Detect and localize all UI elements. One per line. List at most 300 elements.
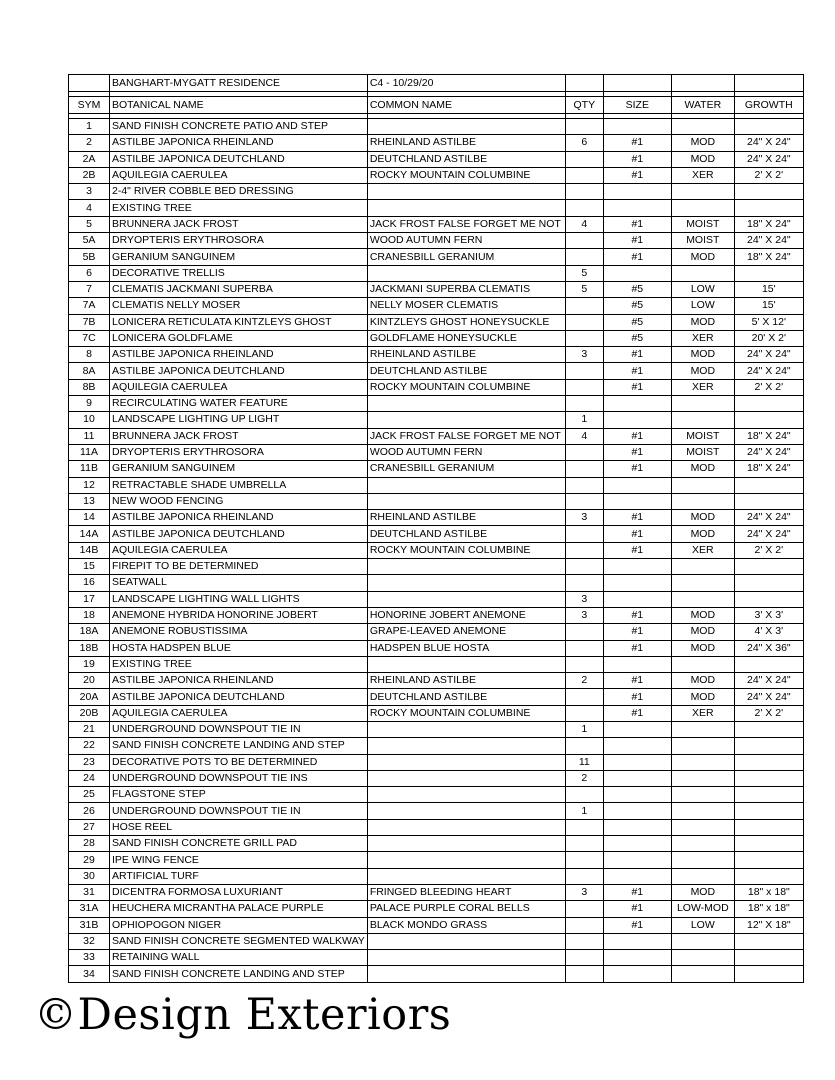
cell-water bbox=[671, 721, 734, 737]
cell-common: CRANESBILL GERANIUM bbox=[367, 249, 565, 265]
cell-growth bbox=[734, 868, 803, 884]
cell-growth: 18" X 24" bbox=[734, 249, 803, 265]
title-sym-cell bbox=[69, 75, 110, 92]
table-row bbox=[69, 803, 804, 819]
cell-sym: 7 bbox=[69, 281, 110, 297]
cell-common: DEUTCHLAND ASTILBE bbox=[367, 526, 565, 542]
cell-sym: 14A bbox=[69, 526, 110, 542]
cell-water bbox=[671, 836, 734, 852]
cell-common bbox=[367, 119, 565, 135]
cell-water bbox=[671, 200, 734, 216]
cell-qty bbox=[565, 689, 603, 705]
cell-qty: 2 bbox=[565, 673, 603, 689]
cell-size: #1 bbox=[603, 428, 671, 444]
cell-growth: 18" X 24" bbox=[734, 216, 803, 232]
cell-qty: 6 bbox=[565, 135, 603, 151]
cell-size bbox=[603, 412, 671, 428]
cell-sym: 13 bbox=[69, 493, 110, 509]
cell-common bbox=[367, 575, 565, 591]
cell-size bbox=[603, 656, 671, 672]
cell-water bbox=[671, 559, 734, 575]
cell-size: #1 bbox=[603, 347, 671, 363]
table-row bbox=[69, 705, 804, 721]
column-header-row bbox=[69, 97, 804, 114]
title-empty-cell bbox=[603, 75, 671, 92]
cell-botanical: LANDSCAPE LIGHTING WALL LIGHTS bbox=[110, 591, 368, 607]
cell-size: #5 bbox=[603, 281, 671, 297]
cell-sym: 31A bbox=[69, 901, 110, 917]
cell-sym: 31 bbox=[69, 884, 110, 900]
cell-botanical: CLEMATIS NELLY MOSER bbox=[110, 298, 368, 314]
cell-botanical: RETRACTABLE SHADE UMBRELLA bbox=[110, 477, 368, 493]
cell-qty bbox=[565, 966, 603, 982]
cell-size: #5 bbox=[603, 314, 671, 330]
cell-common bbox=[367, 933, 565, 949]
cell-common bbox=[367, 868, 565, 884]
table-row bbox=[69, 298, 804, 314]
cell-qty bbox=[565, 917, 603, 933]
cell-growth bbox=[734, 950, 803, 966]
cell-water: MOD bbox=[671, 314, 734, 330]
table-row bbox=[69, 754, 804, 770]
cell-size: #1 bbox=[603, 379, 671, 395]
cell-botanical: DECORATIVE POTS TO BE DETERMINED bbox=[110, 754, 368, 770]
project-title: BANGHART-MYGATT RESIDENCE bbox=[110, 75, 368, 92]
cell-size bbox=[603, 200, 671, 216]
cell-water: MOD bbox=[671, 689, 734, 705]
cell-botanical: BRUNNERA JACK FROST bbox=[110, 216, 368, 232]
cell-common bbox=[367, 265, 565, 281]
table-row bbox=[69, 738, 804, 754]
cell-qty bbox=[565, 852, 603, 868]
cell-common bbox=[367, 721, 565, 737]
cell-botanical: ASTILBE JAPONICA RHEINLAND bbox=[110, 347, 368, 363]
cell-common bbox=[367, 396, 565, 412]
cell-water bbox=[671, 770, 734, 786]
cell-botanical: DECORATIVE TRELLIS bbox=[110, 265, 368, 281]
cell-common bbox=[367, 754, 565, 770]
cell-growth bbox=[734, 477, 803, 493]
cell-common bbox=[367, 966, 565, 982]
cell-sym: 11B bbox=[69, 461, 110, 477]
cell-botanical: DICENTRA FORMOSA LUXURIANT bbox=[110, 884, 368, 900]
cell-common bbox=[367, 852, 565, 868]
table-row bbox=[69, 233, 804, 249]
cell-common: ROCKY MOUNTAIN COLUMBINE bbox=[367, 167, 565, 183]
cell-size: #1 bbox=[603, 640, 671, 656]
cell-common bbox=[367, 477, 565, 493]
cell-common bbox=[367, 787, 565, 803]
cell-sym: 11A bbox=[69, 444, 110, 460]
cell-botanical: HOSE REEL bbox=[110, 819, 368, 835]
cell-common: JACK FROST FALSE FORGET ME NOT bbox=[367, 216, 565, 232]
cell-botanical: ANEMONE HYBRIDA HONORINE JOBERT bbox=[110, 607, 368, 623]
table-row bbox=[69, 721, 804, 737]
table-row bbox=[69, 591, 804, 607]
cell-growth bbox=[734, 754, 803, 770]
cell-growth bbox=[734, 803, 803, 819]
table-row bbox=[69, 656, 804, 672]
cell-common: GOLDFLAME HONEYSUCKLE bbox=[367, 330, 565, 346]
table-row bbox=[69, 314, 804, 330]
cell-common: FRINGED BLEEDING HEART bbox=[367, 884, 565, 900]
table-row bbox=[69, 640, 804, 656]
cell-botanical: LONICERA RETICULATA KINTZLEYS GHOST bbox=[110, 314, 368, 330]
table-row bbox=[69, 787, 804, 803]
cell-growth: 2' X 2' bbox=[734, 542, 803, 558]
cell-common bbox=[367, 412, 565, 428]
cell-botanical: LONICERA GOLDFLAME bbox=[110, 330, 368, 346]
cell-botanical: DRYOPTERIS ERYTHROSORA bbox=[110, 233, 368, 249]
title-empty-cell bbox=[671, 75, 734, 92]
table-row bbox=[69, 379, 804, 395]
cell-growth bbox=[734, 966, 803, 982]
cell-size: #1 bbox=[603, 233, 671, 249]
cell-sym: 15 bbox=[69, 559, 110, 575]
cell-sym: 20A bbox=[69, 689, 110, 705]
cell-growth bbox=[734, 184, 803, 200]
cell-botanical: GERANIUM SANGUINEM bbox=[110, 249, 368, 265]
cell-common bbox=[367, 493, 565, 509]
cell-qty: 3 bbox=[565, 510, 603, 526]
col-header-growth: GROWTH bbox=[734, 97, 803, 114]
col-header-common: COMMON NAME bbox=[367, 97, 565, 114]
cell-size bbox=[603, 787, 671, 803]
cell-botanical: ANEMONE ROBUSTISSIMA bbox=[110, 624, 368, 640]
cell-water: XER bbox=[671, 542, 734, 558]
cell-sym: 9 bbox=[69, 396, 110, 412]
cell-sym: 32 bbox=[69, 933, 110, 949]
cell-water bbox=[671, 933, 734, 949]
table-row bbox=[69, 884, 804, 900]
cell-growth: 18" x 18" bbox=[734, 901, 803, 917]
cell-growth: 24" X 24" bbox=[734, 151, 803, 167]
cell-qty bbox=[565, 656, 603, 672]
cell-water: MOD bbox=[671, 607, 734, 623]
cell-water bbox=[671, 656, 734, 672]
cell-botanical: UNDERGROUND DOWNSPOUT TIE IN bbox=[110, 803, 368, 819]
table-row bbox=[69, 363, 804, 379]
cell-size bbox=[603, 738, 671, 754]
cell-qty bbox=[565, 901, 603, 917]
cell-sym: 31B bbox=[69, 917, 110, 933]
cell-qty bbox=[565, 461, 603, 477]
cell-water: LOW bbox=[671, 281, 734, 297]
cell-sym: 28 bbox=[69, 836, 110, 852]
cell-growth bbox=[734, 933, 803, 949]
cell-size: #1 bbox=[603, 607, 671, 623]
cell-growth bbox=[734, 200, 803, 216]
cell-size bbox=[603, 836, 671, 852]
cell-botanical: ASTILBE JAPONICA DEUTCHLAND bbox=[110, 526, 368, 542]
cell-water bbox=[671, 119, 734, 135]
cell-sym: 33 bbox=[69, 950, 110, 966]
cell-growth bbox=[734, 787, 803, 803]
cell-size: #5 bbox=[603, 330, 671, 346]
table-row bbox=[69, 770, 804, 786]
cell-botanical: IPE WING FENCE bbox=[110, 852, 368, 868]
cell-size bbox=[603, 933, 671, 949]
cell-common: ROCKY MOUNTAIN COLUMBINE bbox=[367, 542, 565, 558]
cell-qty bbox=[565, 184, 603, 200]
table-row bbox=[69, 167, 804, 183]
cell-sym: 30 bbox=[69, 868, 110, 884]
cell-size: #1 bbox=[603, 444, 671, 460]
cell-botanical: AQUILEGIA CAERULEA bbox=[110, 542, 368, 558]
cell-water bbox=[671, 754, 734, 770]
cell-size: #1 bbox=[603, 167, 671, 183]
cell-sym: 20B bbox=[69, 705, 110, 721]
cell-botanical: EXISTING TREE bbox=[110, 656, 368, 672]
cell-sym: 1 bbox=[69, 119, 110, 135]
cell-qty: 1 bbox=[565, 721, 603, 737]
cell-botanical: ASTILBE JAPONICA RHEINLAND bbox=[110, 673, 368, 689]
cell-botanical: SAND FINISH CONCRETE LANDING AND STEP bbox=[110, 738, 368, 754]
cell-size bbox=[603, 770, 671, 786]
cell-size: #1 bbox=[603, 216, 671, 232]
cell-size: #1 bbox=[603, 705, 671, 721]
table-row bbox=[69, 689, 804, 705]
table-row bbox=[69, 836, 804, 852]
cell-growth bbox=[734, 493, 803, 509]
cell-water: MOD bbox=[671, 151, 734, 167]
cell-sym: 6 bbox=[69, 265, 110, 281]
cell-common: DEUTCHLAND ASTILBE bbox=[367, 363, 565, 379]
cell-growth: 24" X 24" bbox=[734, 673, 803, 689]
cell-growth bbox=[734, 656, 803, 672]
cell-common bbox=[367, 819, 565, 835]
cell-sym: 2A bbox=[69, 151, 110, 167]
cell-sym: 20 bbox=[69, 673, 110, 689]
cell-sym: 7B bbox=[69, 314, 110, 330]
cell-water bbox=[671, 184, 734, 200]
cell-botanical: OPHIOPOGON NIGER bbox=[110, 917, 368, 933]
cell-botanical: AQUILEGIA CAERULEA bbox=[110, 167, 368, 183]
cell-water: XER bbox=[671, 330, 734, 346]
cell-water bbox=[671, 396, 734, 412]
cell-qty: 4 bbox=[565, 428, 603, 444]
cell-size bbox=[603, 559, 671, 575]
cell-common: RHEINLAND ASTILBE bbox=[367, 673, 565, 689]
cell-common: CRANESBILL GERANIUM bbox=[367, 461, 565, 477]
cell-water: MOD bbox=[671, 624, 734, 640]
table-row bbox=[69, 868, 804, 884]
cell-common: RHEINLAND ASTILBE bbox=[367, 135, 565, 151]
title-row bbox=[69, 75, 804, 92]
cell-growth: 24" X 24" bbox=[734, 135, 803, 151]
cell-botanical: SAND FINISH CONCRETE GRILL PAD bbox=[110, 836, 368, 852]
cell-size: #1 bbox=[603, 461, 671, 477]
cell-size bbox=[603, 950, 671, 966]
table-row bbox=[69, 901, 804, 917]
title-empty-cell bbox=[565, 75, 603, 92]
cell-size: #1 bbox=[603, 249, 671, 265]
cell-size: #1 bbox=[603, 526, 671, 542]
cell-sym: 23 bbox=[69, 754, 110, 770]
cell-sym: 8 bbox=[69, 347, 110, 363]
cell-qty bbox=[565, 298, 603, 314]
table-row bbox=[69, 673, 804, 689]
table-row bbox=[69, 852, 804, 868]
cell-size: #5 bbox=[603, 298, 671, 314]
table-row bbox=[69, 444, 804, 460]
table-row bbox=[69, 119, 804, 135]
cell-growth: 15' bbox=[734, 281, 803, 297]
cell-qty bbox=[565, 933, 603, 949]
cell-size: #1 bbox=[603, 542, 671, 558]
cell-growth bbox=[734, 575, 803, 591]
cell-growth: 24" X 24" bbox=[734, 444, 803, 460]
cell-common bbox=[367, 803, 565, 819]
cell-water: MOD bbox=[671, 347, 734, 363]
cell-water: MOIST bbox=[671, 428, 734, 444]
cell-qty bbox=[565, 396, 603, 412]
cell-common: WOOD AUTUMN FERN bbox=[367, 233, 565, 249]
cell-qty: 5 bbox=[565, 281, 603, 297]
plant-schedule-table bbox=[68, 74, 804, 983]
cell-sym: 24 bbox=[69, 770, 110, 786]
cell-qty bbox=[565, 167, 603, 183]
cell-size bbox=[603, 852, 671, 868]
cell-qty: 5 bbox=[565, 265, 603, 281]
cell-common bbox=[367, 836, 565, 852]
cell-botanical: FIREPIT TO BE DETERMINED bbox=[110, 559, 368, 575]
cell-growth: 18" X 24" bbox=[734, 461, 803, 477]
cell-botanical: DRYOPTERIS ERYTHROSORA bbox=[110, 444, 368, 460]
cell-qty bbox=[565, 559, 603, 575]
table-row bbox=[69, 184, 804, 200]
cell-qty bbox=[565, 705, 603, 721]
cell-qty: 3 bbox=[565, 607, 603, 623]
cell-botanical: ASTILBE JAPONICA DEUTCHLAND bbox=[110, 151, 368, 167]
cell-qty bbox=[565, 119, 603, 135]
table-row bbox=[69, 477, 804, 493]
cell-botanical: CLEMATIS JACKMANI SUPERBA bbox=[110, 281, 368, 297]
cell-size: #1 bbox=[603, 884, 671, 900]
cell-botanical: ASTILBE JAPONICA RHEINLAND bbox=[110, 510, 368, 526]
cell-size: #1 bbox=[603, 689, 671, 705]
cell-botanical: AQUILEGIA CAERULEA bbox=[110, 705, 368, 721]
cell-common bbox=[367, 200, 565, 216]
table-row bbox=[69, 493, 804, 509]
cell-sym: 25 bbox=[69, 787, 110, 803]
table-row bbox=[69, 950, 804, 966]
cell-sym: 5 bbox=[69, 216, 110, 232]
cell-sym: 17 bbox=[69, 591, 110, 607]
table-row bbox=[69, 624, 804, 640]
cell-qty: 3 bbox=[565, 347, 603, 363]
cell-water: MOD bbox=[671, 526, 734, 542]
cell-botanical: LANDSCAPE LIGHTING UP LIGHT bbox=[110, 412, 368, 428]
table-row bbox=[69, 151, 804, 167]
cell-sym: 26 bbox=[69, 803, 110, 819]
cell-growth: 2' X 2' bbox=[734, 705, 803, 721]
cell-sym: 7A bbox=[69, 298, 110, 314]
cell-sym: 16 bbox=[69, 575, 110, 591]
cell-sym: 18B bbox=[69, 640, 110, 656]
cell-growth bbox=[734, 852, 803, 868]
cell-growth bbox=[734, 396, 803, 412]
cell-growth: 24" X 24" bbox=[734, 510, 803, 526]
cell-qty bbox=[565, 363, 603, 379]
cell-botanical: SAND FINISH CONCRETE SEGMENTED WALKWAY bbox=[110, 933, 368, 949]
table-row bbox=[69, 330, 804, 346]
cell-qty bbox=[565, 526, 603, 542]
table-row bbox=[69, 265, 804, 281]
cell-botanical: SEATWALL bbox=[110, 575, 368, 591]
cell-sym: 7C bbox=[69, 330, 110, 346]
cell-sym: 14 bbox=[69, 510, 110, 526]
cell-qty bbox=[565, 314, 603, 330]
cell-size bbox=[603, 575, 671, 591]
cell-qty bbox=[565, 444, 603, 460]
cell-water: XER bbox=[671, 379, 734, 395]
cell-growth bbox=[734, 591, 803, 607]
cell-sym: 8B bbox=[69, 379, 110, 395]
cell-growth: 18" X 24" bbox=[734, 428, 803, 444]
cell-water: LOW bbox=[671, 298, 734, 314]
cell-water: LOW-MOD bbox=[671, 901, 734, 917]
cell-common bbox=[367, 591, 565, 607]
table-row bbox=[69, 281, 804, 297]
cell-water: MOIST bbox=[671, 216, 734, 232]
cell-sym: 11 bbox=[69, 428, 110, 444]
cell-common: JACK FROST FALSE FORGET ME NOT bbox=[367, 428, 565, 444]
cell-botanical: ARTIFICIAL TURF bbox=[110, 868, 368, 884]
cell-qty bbox=[565, 836, 603, 852]
cell-sym: 14B bbox=[69, 542, 110, 558]
cell-water bbox=[671, 591, 734, 607]
cell-growth: 2' X 2' bbox=[734, 379, 803, 395]
cell-common: JACKMANI SUPERBA CLEMATIS bbox=[367, 281, 565, 297]
cell-size: #1 bbox=[603, 901, 671, 917]
cell-water bbox=[671, 868, 734, 884]
cell-growth: 24" X 24" bbox=[734, 689, 803, 705]
cell-qty bbox=[565, 868, 603, 884]
cell-growth: 5' X 12' bbox=[734, 314, 803, 330]
cell-botanical: UNDERGROUND DOWNSPOUT TIE IN bbox=[110, 721, 368, 737]
cell-growth bbox=[734, 819, 803, 835]
cell-common bbox=[367, 656, 565, 672]
cell-common: BLACK MONDO GRASS bbox=[367, 917, 565, 933]
cell-sym: 5A bbox=[69, 233, 110, 249]
table-row bbox=[69, 917, 804, 933]
col-header-qty: QTY bbox=[565, 97, 603, 114]
cell-size bbox=[603, 721, 671, 737]
cell-size: #1 bbox=[603, 363, 671, 379]
table-row bbox=[69, 135, 804, 151]
cell-common bbox=[367, 770, 565, 786]
col-header-botanical: BOTANICAL NAME bbox=[110, 97, 368, 114]
cell-size bbox=[603, 265, 671, 281]
table-row bbox=[69, 510, 804, 526]
cell-water bbox=[671, 787, 734, 803]
cell-sym: 10 bbox=[69, 412, 110, 428]
cell-common: NELLY MOSER CLEMATIS bbox=[367, 298, 565, 314]
cell-sym: 27 bbox=[69, 819, 110, 835]
cell-growth bbox=[734, 119, 803, 135]
table-row bbox=[69, 607, 804, 623]
cell-sym: 18 bbox=[69, 607, 110, 623]
cell-common: ROCKY MOUNTAIN COLUMBINE bbox=[367, 705, 565, 721]
cell-water: MOIST bbox=[671, 444, 734, 460]
cell-water: XER bbox=[671, 167, 734, 183]
table-row bbox=[69, 933, 804, 949]
cell-water bbox=[671, 950, 734, 966]
cell-sym: 29 bbox=[69, 852, 110, 868]
cell-botanical: RETAINING WALL bbox=[110, 950, 368, 966]
cell-botanical: NEW WOOD FENCING bbox=[110, 493, 368, 509]
